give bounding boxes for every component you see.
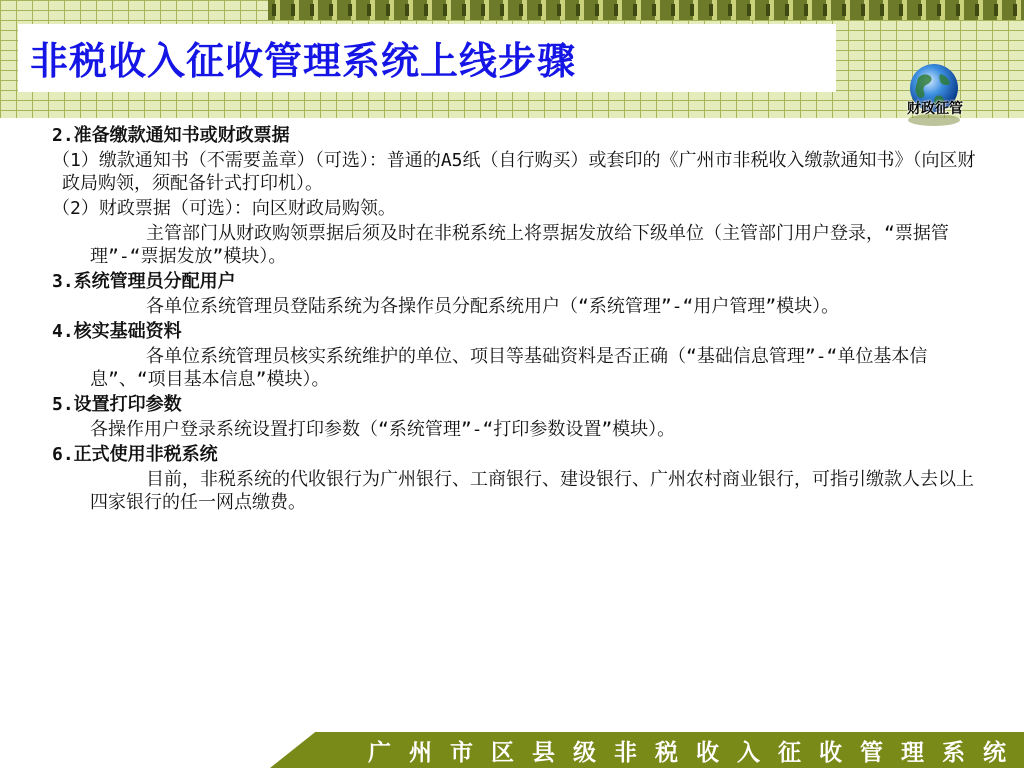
section-heading: 5.设置打印参数 — [52, 394, 182, 415]
paragraph: 各操作用户登录系统设置打印参数（“系统管理”-“打印参数设置”模块）。 — [90, 419, 676, 440]
paragraph: 各单位系统管理员登陆系统为各操作员分配系统用户（“系统管理”-“用户管理”模块）。 — [146, 296, 840, 317]
list-item: （1）缴款通知书（不需要盖章）（可选）：普通的A5纸（自行购买）或套印的《广州市非税收入缴款通知书》（向区财政局购领，须配备针式打印机）。 — [52, 150, 976, 194]
paragraph: 各单位系统管理员核实系统维护的单位、项目等基础资料是否正确（“基础信息管理”-“单位基本信息”、“项目基本信息”模块）。 — [90, 346, 928, 390]
section-heading: 4.核实基础资料 — [52, 321, 182, 342]
paragraph: 主管部门从财政购领票据后须及时在非税系统上将票据发放给下级单位（主管部门用户登录，“票据管理”-“票据发放”模块）。 — [90, 223, 949, 267]
globe-icon — [896, 58, 972, 132]
section-heading: 2.准备缴款通知书或财政票据 — [52, 125, 290, 146]
section-heading: 3.系统管理员分配用户 — [52, 271, 236, 292]
paragraph: 目前，非税系统的代收银行为广州银行、工商银行、建设银行、广州农村商业银行，可指引缴款人去以上四家银行的任一网点缴费。 — [90, 469, 974, 513]
footer-text: 广州市区县级非税收入征收管理系统 — [368, 740, 1024, 766]
section-heading: 6.正式使用非税系统 — [52, 444, 218, 465]
header-chain-links — [268, 4, 1024, 16]
slide-title: 非税收入征收管理系统上线步骤 — [30, 39, 577, 83]
logo-text: 财政征管 — [907, 101, 963, 117]
slide-content — [52, 122, 982, 516]
list-item: （2）财政票据（可选）：向区财政局购领。 — [52, 198, 396, 219]
